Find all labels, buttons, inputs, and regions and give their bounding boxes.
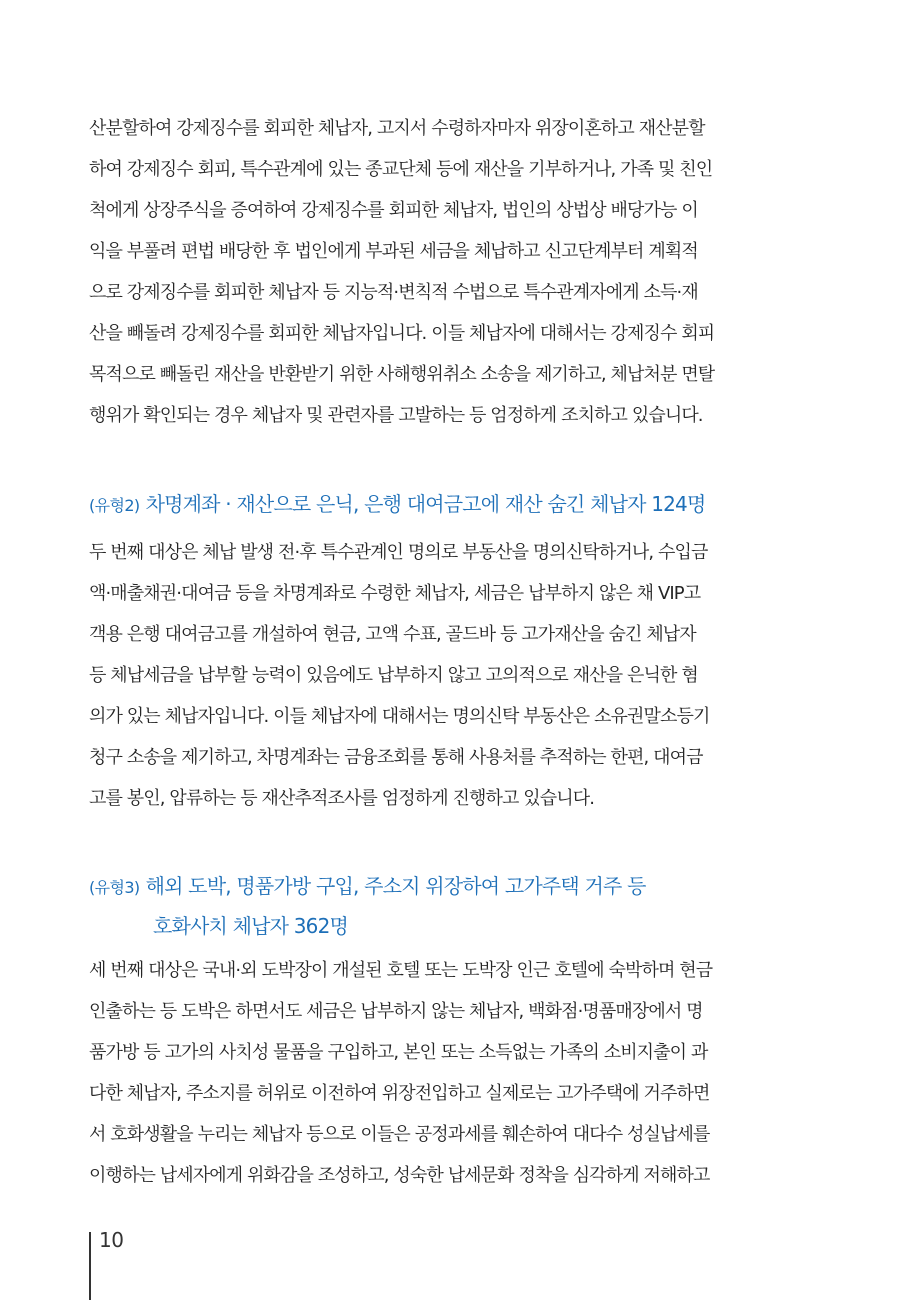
body-line: 등 체납세금을 납부할 능력이 있음에도 납부하지 않고 고의적으로 재산을 은닉한 혐: [89, 665, 698, 686]
body-line: 척에게 상장주식을 증여하여 강제징수를 회피한 체납자, 법인의 상법상 배당가능 이: [89, 200, 698, 221]
body-line: 청구 소송을 제기하고, 차명계좌는 금융조회를 통해 사용처를 추적하는 한편, 대여금: [89, 747, 703, 768]
body-line: 세 번째 대상은 국내·외 도박장이 개설된 호텔 또는 도박장 인근 호텔에 숙박하며 현금: [89, 960, 713, 981]
intro-paragraph: [89, 108, 829, 436]
body-line: 익을 부풀려 편법 배당한 후 법인에게 부과된 세금을 체납하고 신고단계부터 계획적: [89, 241, 698, 262]
body-line: 의가 있는 체납자입니다. 이들 체납자에 대해서는 명의신탁 부동산은 소유권말소등기: [89, 706, 710, 727]
body-line: 인출하는 등 도박은 하면서도 세금은 납부하지 않는 체납자, 백화점·명품매장에서 명: [89, 1001, 703, 1022]
body-line: 이행하는 납세자에게 위화감을 조성하고, 성숙한 납세문화 정착을 심각하게 저해하고: [89, 1165, 710, 1186]
body-line: 으로 강제징수를 회피한 체납자 등 지능적·변칙적 수법으로 특수관계자에게 소득·재: [89, 282, 698, 303]
body-line: 행위가 확인되는 경우 체납자 및 관련자를 고발하는 등 엄정하게 조치하고 있습니다.: [89, 405, 703, 426]
section2-title: 차명계좌 · 재산으로 은닉, 은행 대여금고에 재산 숨긴 체납자 124명: [145, 492, 706, 516]
body-line: 다한 체납자, 주소지를 허위로 이전하여 위장전입하고 실제로는 고가주택에 거주하면: [89, 1083, 710, 1104]
body-line: 서 호화생활을 누리는 체납자 등으로 이들은 공정과세를 훼손하여 대다수 성실납세를: [89, 1124, 710, 1145]
body-line: 품가방 등 고가의 사치성 물품을 구입하고, 본인 또는 소득없는 가족의 소비지출이 과: [89, 1042, 708, 1063]
body-line: 산을 빼돌려 강제징수를 회피한 체납자입니다. 이들 체납자에 대해서는 강제징수 회피: [89, 323, 715, 344]
page-number: 10: [99, 1228, 124, 1252]
page-number-divider: [89, 1232, 91, 1300]
body-line: 산분할하여 강제징수를 회피한 체납자, 고지서 수령하자마자 위장이혼하고 재산분할: [89, 118, 705, 139]
section3-heading: [89, 866, 849, 946]
body-line: 하여 강제징수 회피, 특수관계에 있는 종교단체 등에 재산을 기부하거나, 가족 및 친인: [89, 159, 713, 180]
body-line: 두 번째 대상은 체납 발생 전·후 특수관계인 명의로 부동산을 명의신탁하거나, 수입금: [89, 542, 708, 563]
body-line: 액·매출채권·대여금 등을 차명계좌로 수령한 체납자, 세금은 납부하지 않은 채 VIP고: [89, 583, 701, 604]
body-line: 고를 봉인, 압류하는 등 재산추적조사를 엄정하게 진행하고 있습니다.: [89, 788, 595, 809]
body-line: 목적으로 빼돌린 재산을 반환받기 위한 사해행위취소 소송을 제기하고, 체납처분 면탈: [89, 364, 715, 385]
section3-title-line1: 해외 도박, 명품가방 구입, 주소지 위장하여 고가주택 거주 등: [145, 874, 646, 898]
body-line: 객용 은행 대여금고를 개설하여 현금, 고액 수표, 골드바 등 고가재산을 숨긴 체납자: [89, 624, 696, 645]
section3-paragraph: [89, 950, 829, 1196]
section2-heading: [89, 484, 849, 524]
section2-paragraph: [89, 532, 829, 819]
section2-prefix: (유형2): [89, 496, 140, 515]
section3-title-line2: 호화사치 체납자 362명: [153, 914, 349, 938]
section3-prefix: (유형3): [89, 878, 140, 897]
